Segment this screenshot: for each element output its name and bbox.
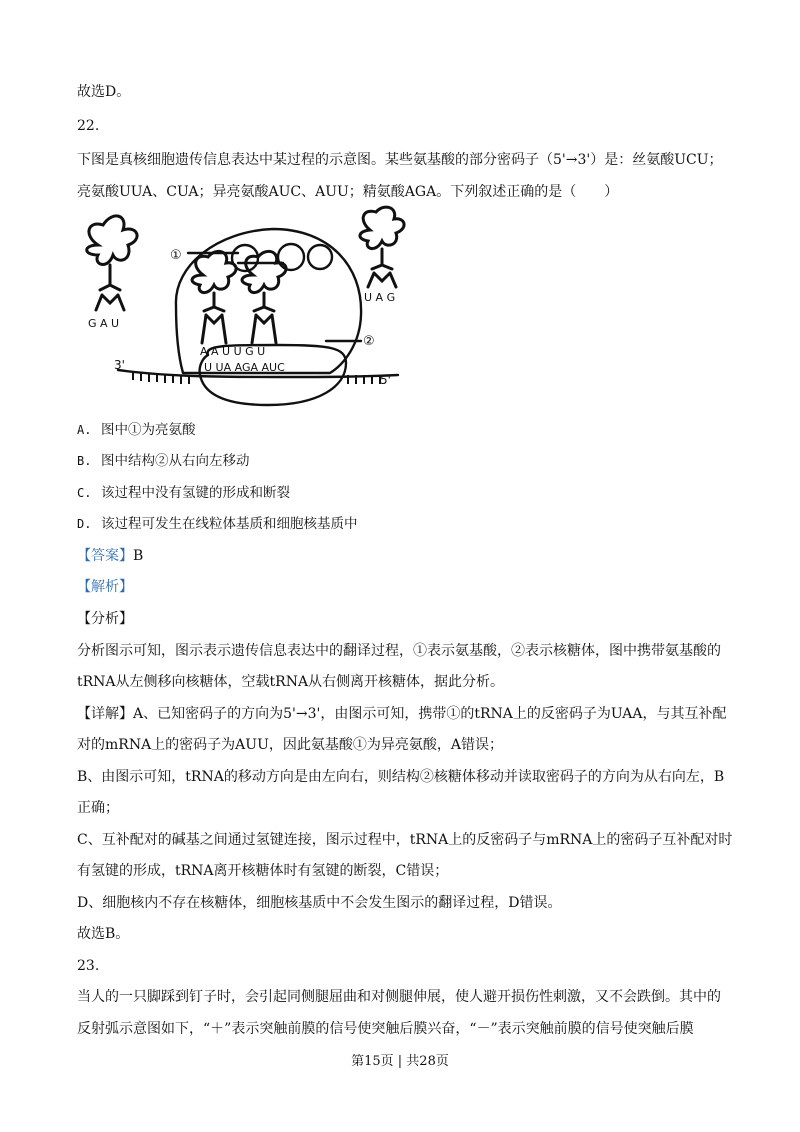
trna-left-anticodon: G A U [88,317,120,330]
trna-right-anticodon: U A G [364,291,396,304]
mrna-5-end: 5' [380,373,391,387]
label-2: ② [363,334,375,349]
option-b: B. 图中结构②从右向左移动 [77,453,250,469]
answer-line: 【答案】B [77,548,144,564]
detail-line-4: 正确； [77,800,119,816]
detail-line-5: C、互补配对的碱基之间通过氢键连接，图示过程中，tRNA上的反密码子与mRNA上的密码子互补配对时 [77,832,733,848]
page-footer: 第15页 | 共28页 [351,1054,449,1069]
bound-anticodons: A A U U G U [200,345,266,358]
trna-right-icon [360,207,404,248]
translation-diagram [78,205,418,410]
fenxi-tag: 【分析】 [77,611,133,627]
label-1: ① [170,248,182,263]
option-d: D. 该过程可发生在线粒体基质和细胞核基质中 [77,516,358,532]
question-23-number: 23. [77,958,100,974]
detail-line-3: B、由图示可知，tRNA的移动方向是由左向右，则结构②核糖体移动并读取密码子的方向为从右向左，B [77,769,725,785]
detail-line-1: 【详解】A、已知密码子的方向为5'→3'，由图示可知，携带①的tRNA上的反密码子为UAA，与其互补配 [77,706,727,722]
trna-bound-1-icon [192,251,236,292]
question-22-number: 22. [77,118,100,134]
fenxi-line-2: tRNA从左侧移向核糖体，空载tRNA从右侧离开核糖体，据此分析。 [77,674,505,690]
trna-bound-2-icon [242,251,286,292]
question-22-stem-line-1: 下图是真核细胞遗传信息表达中某过程的示意图。某些氨基酸的部分密码子（5'→3'）是：丝氨酸UCU； [77,152,723,168]
option-a: A. 图中①为亮氨酸 [77,422,196,438]
mrna-3-end: 3' [114,358,125,372]
detail-line-2: 对的mRNA上的密码子为AUU，因此氨基酸①为异亮氨酸，A错误； [77,737,503,753]
trna-left-icon [87,216,137,265]
final-answer: 故选B。 [77,926,130,942]
analysis-tag: 【解析】 [77,579,133,595]
fenxi-line-1: 分析图示可知，图示表示遗传信息表达中的翻译过程，①表示氨基酸，②表示核糖体，图中携带氨基酸的 [77,643,721,659]
option-c: C. 该过程中没有氢键的形成和断裂 [77,485,290,501]
detail-line-6: 有氢键的形成，tRNA离开核糖体时有氢键的断裂，C错误； [77,863,449,879]
question-23-line-1: 当人的一只脚踩到钉子时，会引起同侧腿屈曲和对侧腿伸展，使人避开损伤性刺激，又不会跌倒。其中的 [77,989,721,1005]
previous-answer: 故选D。 [77,84,131,100]
mrna-codons: U UA AGA AUC [204,361,285,374]
question-22-stem-line-2: 亮氨酸UUA、CUA；异亮氨酸AUC、AUU；精氨酸AGA。下列叙述正确的是（ ） [77,184,619,200]
detail-line-7: D、细胞核内不存在核糖体，细胞核基质中不会发生图示的翻译过程，D错误。 [77,895,562,911]
question-23-line-2: 反射弧示意图如下，“＋”表示突触前膜的信号使突触后膜兴奋，“－”表示突触前膜的信号使突触后膜 [77,1021,694,1037]
amino-acid-circle [308,245,332,269]
amino-acid-circle [278,244,304,270]
